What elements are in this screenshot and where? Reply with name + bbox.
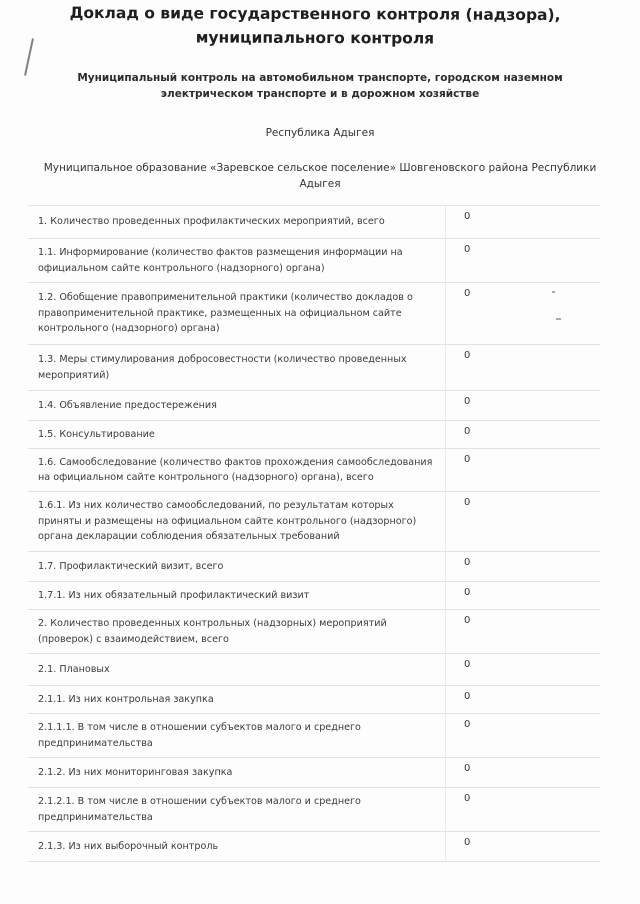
row-value: 0: [464, 691, 471, 702]
row-value: 0: [464, 615, 471, 626]
table-row: [28, 686, 600, 714]
row-label: 2. Количество проведенных контрольных (надзорных) мероприятий (проверок) с взаимодействием, всего: [28, 610, 446, 653]
table-row: [28, 788, 600, 832]
region-name: Республика Адыгея: [265, 127, 375, 139]
row-label: 2.1.2. Из них мониторинговая закупка: [28, 758, 446, 787]
table-row: [28, 714, 600, 758]
row-label: 1.6.1. Из них количество самообследований, по результатам которых приняты и размещены на официальном сайте контрольного (надзорного) органа декларации соблюдения обязательных требований: [28, 492, 446, 551]
row-value: 0: [464, 837, 471, 848]
row-value: 0: [464, 763, 471, 774]
row-value: 0: [464, 793, 471, 804]
table-row: [28, 283, 600, 345]
scan-speck: [556, 318, 561, 320]
row-label: 2.1.2.1. В том числе в отношении субъектов малого и среднего предпринимательства: [28, 788, 446, 831]
row-value: 0: [464, 288, 471, 299]
row-label: 1.5. Консультирование: [28, 421, 446, 448]
control-type-heading: Муниципальный контроль на автомобильном транспорте, городском наземном электрическом транспорте и в дорожном хозяйстве: [77, 72, 563, 100]
municipality-name: Муниципальное образование «Заревское сельское поселение» Шовгеновского района Республики Адыгея: [43, 162, 597, 190]
row-label: 1.6. Самообследование (количество фактов прохождения самообследования на официальном сайте контрольного (надзорного) органа), всего: [28, 449, 446, 491]
row-label: 1.2. Обобщение правоприменительной практики (количество докладов о правоприменительной практике, размещенных на официальном сайте контрольного (надзорного) органа): [28, 283, 446, 344]
row-value: 0: [464, 350, 471, 361]
row-label: 2.1.3. Из них выборочный контроль: [28, 832, 446, 861]
row-label: 1.3. Меры стимулирования добросовестности (количество проведенных мероприятий): [28, 345, 446, 390]
row-value: 0: [464, 211, 471, 222]
row-label: 1.1. Информирование (количество фактов размещения информации на официальном сайте контрольного (надзорного) органа): [28, 239, 446, 282]
table-row: [28, 449, 600, 492]
table-row: [28, 832, 600, 862]
row-label: 2.1. Плановых: [28, 654, 446, 685]
document-title: Доклад о виде государственного контроля (надзора), муниципального контроля: [69, 3, 561, 48]
row-label: 1. Количество проведенных профилактических мероприятий, всего: [28, 206, 446, 238]
indicators-table: [28, 205, 600, 862]
table-row: [28, 582, 600, 610]
table-row: [28, 492, 600, 552]
row-label: 2.1.1. Из них контрольная закупка: [28, 686, 446, 713]
row-value: 0: [464, 396, 471, 407]
row-label: 1.7.1. Из них обязательный профилактический визит: [28, 582, 446, 609]
row-label: 2.1.1.1. В том числе в отношении субъектов малого и среднего предпринимательства: [28, 714, 446, 757]
row-value: 0: [464, 587, 471, 598]
scan-speck: [552, 291, 555, 293]
row-value: 0: [464, 454, 471, 465]
row-value: 0: [464, 719, 471, 730]
table-row: [28, 391, 600, 421]
row-label: 1.4. Объявление предостережения: [28, 391, 446, 420]
row-value: 0: [464, 659, 471, 670]
table-row: [28, 206, 600, 239]
table-row: [28, 610, 600, 654]
table-row: [28, 345, 600, 391]
table-row: [28, 239, 600, 283]
table-row: [28, 758, 600, 788]
table-row: [28, 421, 600, 449]
row-value: 0: [464, 557, 471, 568]
table-row: [28, 654, 600, 686]
row-value: 0: [464, 497, 471, 508]
table-row: [28, 552, 600, 582]
row-label: 1.7. Профилактический визит, всего: [28, 552, 446, 581]
row-value: 0: [464, 244, 471, 255]
row-value: 0: [464, 426, 471, 437]
